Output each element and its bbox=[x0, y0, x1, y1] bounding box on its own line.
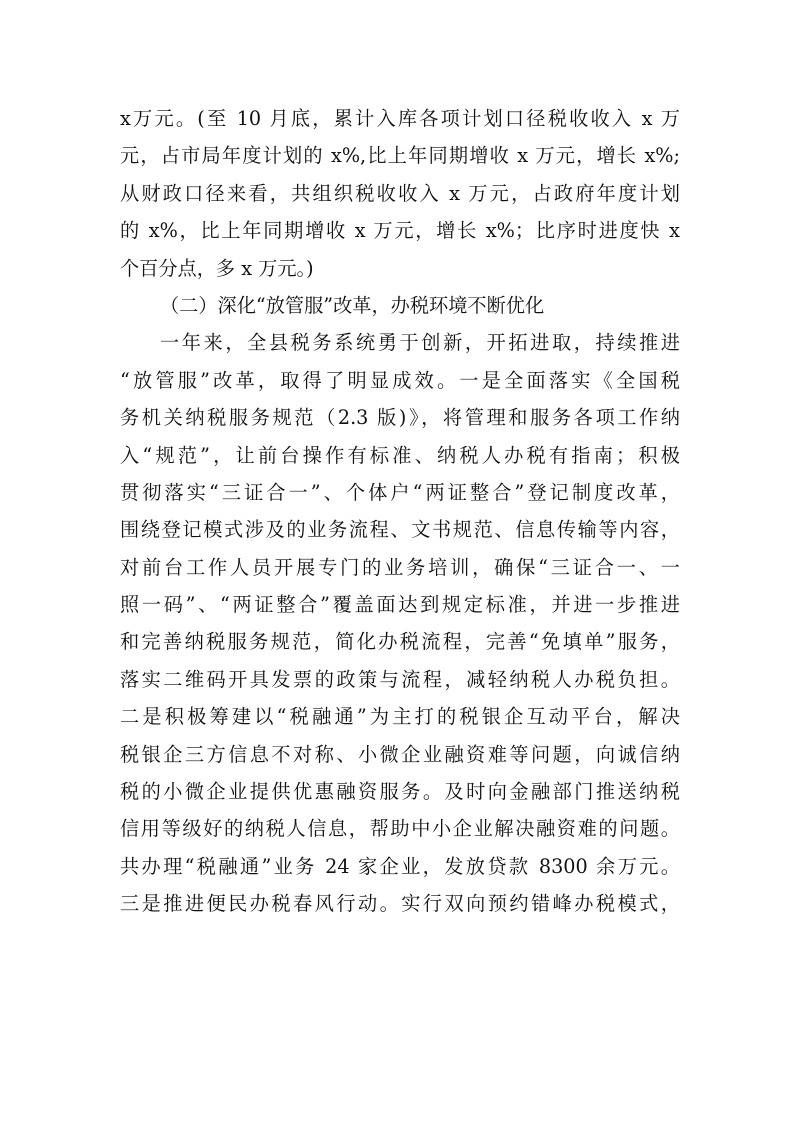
section-heading: （二）深化“放管服”改革，办税环境不断优化 bbox=[160, 293, 545, 317]
text-line: 务机关纳税服务规范（2.3 版)》，将管理和服务各项工作纳 bbox=[120, 406, 680, 430]
text-line: 信用等级好的纳税人信息，帮助中小企业解决融资难的问题。 bbox=[120, 817, 680, 841]
text-line: 照一码”、“两证整合”覆盖面达到规定标准，并进一步推进 bbox=[120, 593, 680, 617]
text-line: 个百分点，多 x 万元。) bbox=[120, 256, 314, 280]
text-line: 元，占市局年度计划的 x%,比上年同期增收 x 万元，增长 x%; bbox=[120, 144, 680, 168]
text-line: 税的小微企业提供优惠融资服务。及时向金融部门推送纳税 bbox=[120, 780, 680, 804]
text-line: 入“规范”，让前台操作有标准、纳税人办税有指南；积极 bbox=[120, 443, 680, 467]
text-line: 对前台工作人员开展专门的业务培训，确保“三证合一、一 bbox=[120, 555, 680, 579]
text-line: 一年来，全县税务系统勇于创新，开拓进取，持续推进 bbox=[160, 331, 680, 355]
text-line: 贯彻落实“三证合一”、个体户“两证整合”登记制度改革， bbox=[120, 480, 680, 504]
text-line: 共办理“税融通”业务 24 家企业，发放贷款 8300 余万元。 bbox=[120, 854, 680, 878]
text-line: 落实二维码开具发票的政策与流程，减轻纳税人办税负担。 bbox=[120, 667, 680, 691]
text-line: 和完善纳税服务规范，简化办税流程，完善“免填单”服务， bbox=[120, 630, 680, 654]
text-line: 税银企三方信息不对称、小微企业融资难等问题，向诚信纳 bbox=[120, 742, 680, 766]
text-line: “放管服”改革，取得了明显成效。一是全面落实《全国税 bbox=[120, 368, 680, 392]
text-line: 三是推进便民办税春风行动。实行双向预约错峰办税模式， bbox=[120, 892, 680, 916]
text-line: 从财政口径来看，共组织税收收入 x 万元，占政府年度计划 bbox=[120, 181, 680, 205]
text-line: 围绕登记模式涉及的业务流程、文书规范、信息传输等内容， bbox=[120, 518, 680, 542]
text-line: x万元。(至 10 月底，累计入库各项计划口径税收收入 x 万 bbox=[120, 107, 680, 130]
text-line: 二是积极筹建以“税融通”为主打的税银企互动平台，解决 bbox=[120, 705, 680, 729]
text-line: 的 x%，比上年同期增收 x 万元，增长 x%；比序时进度快 x bbox=[120, 219, 680, 243]
body-text bbox=[120, 100, 680, 923]
